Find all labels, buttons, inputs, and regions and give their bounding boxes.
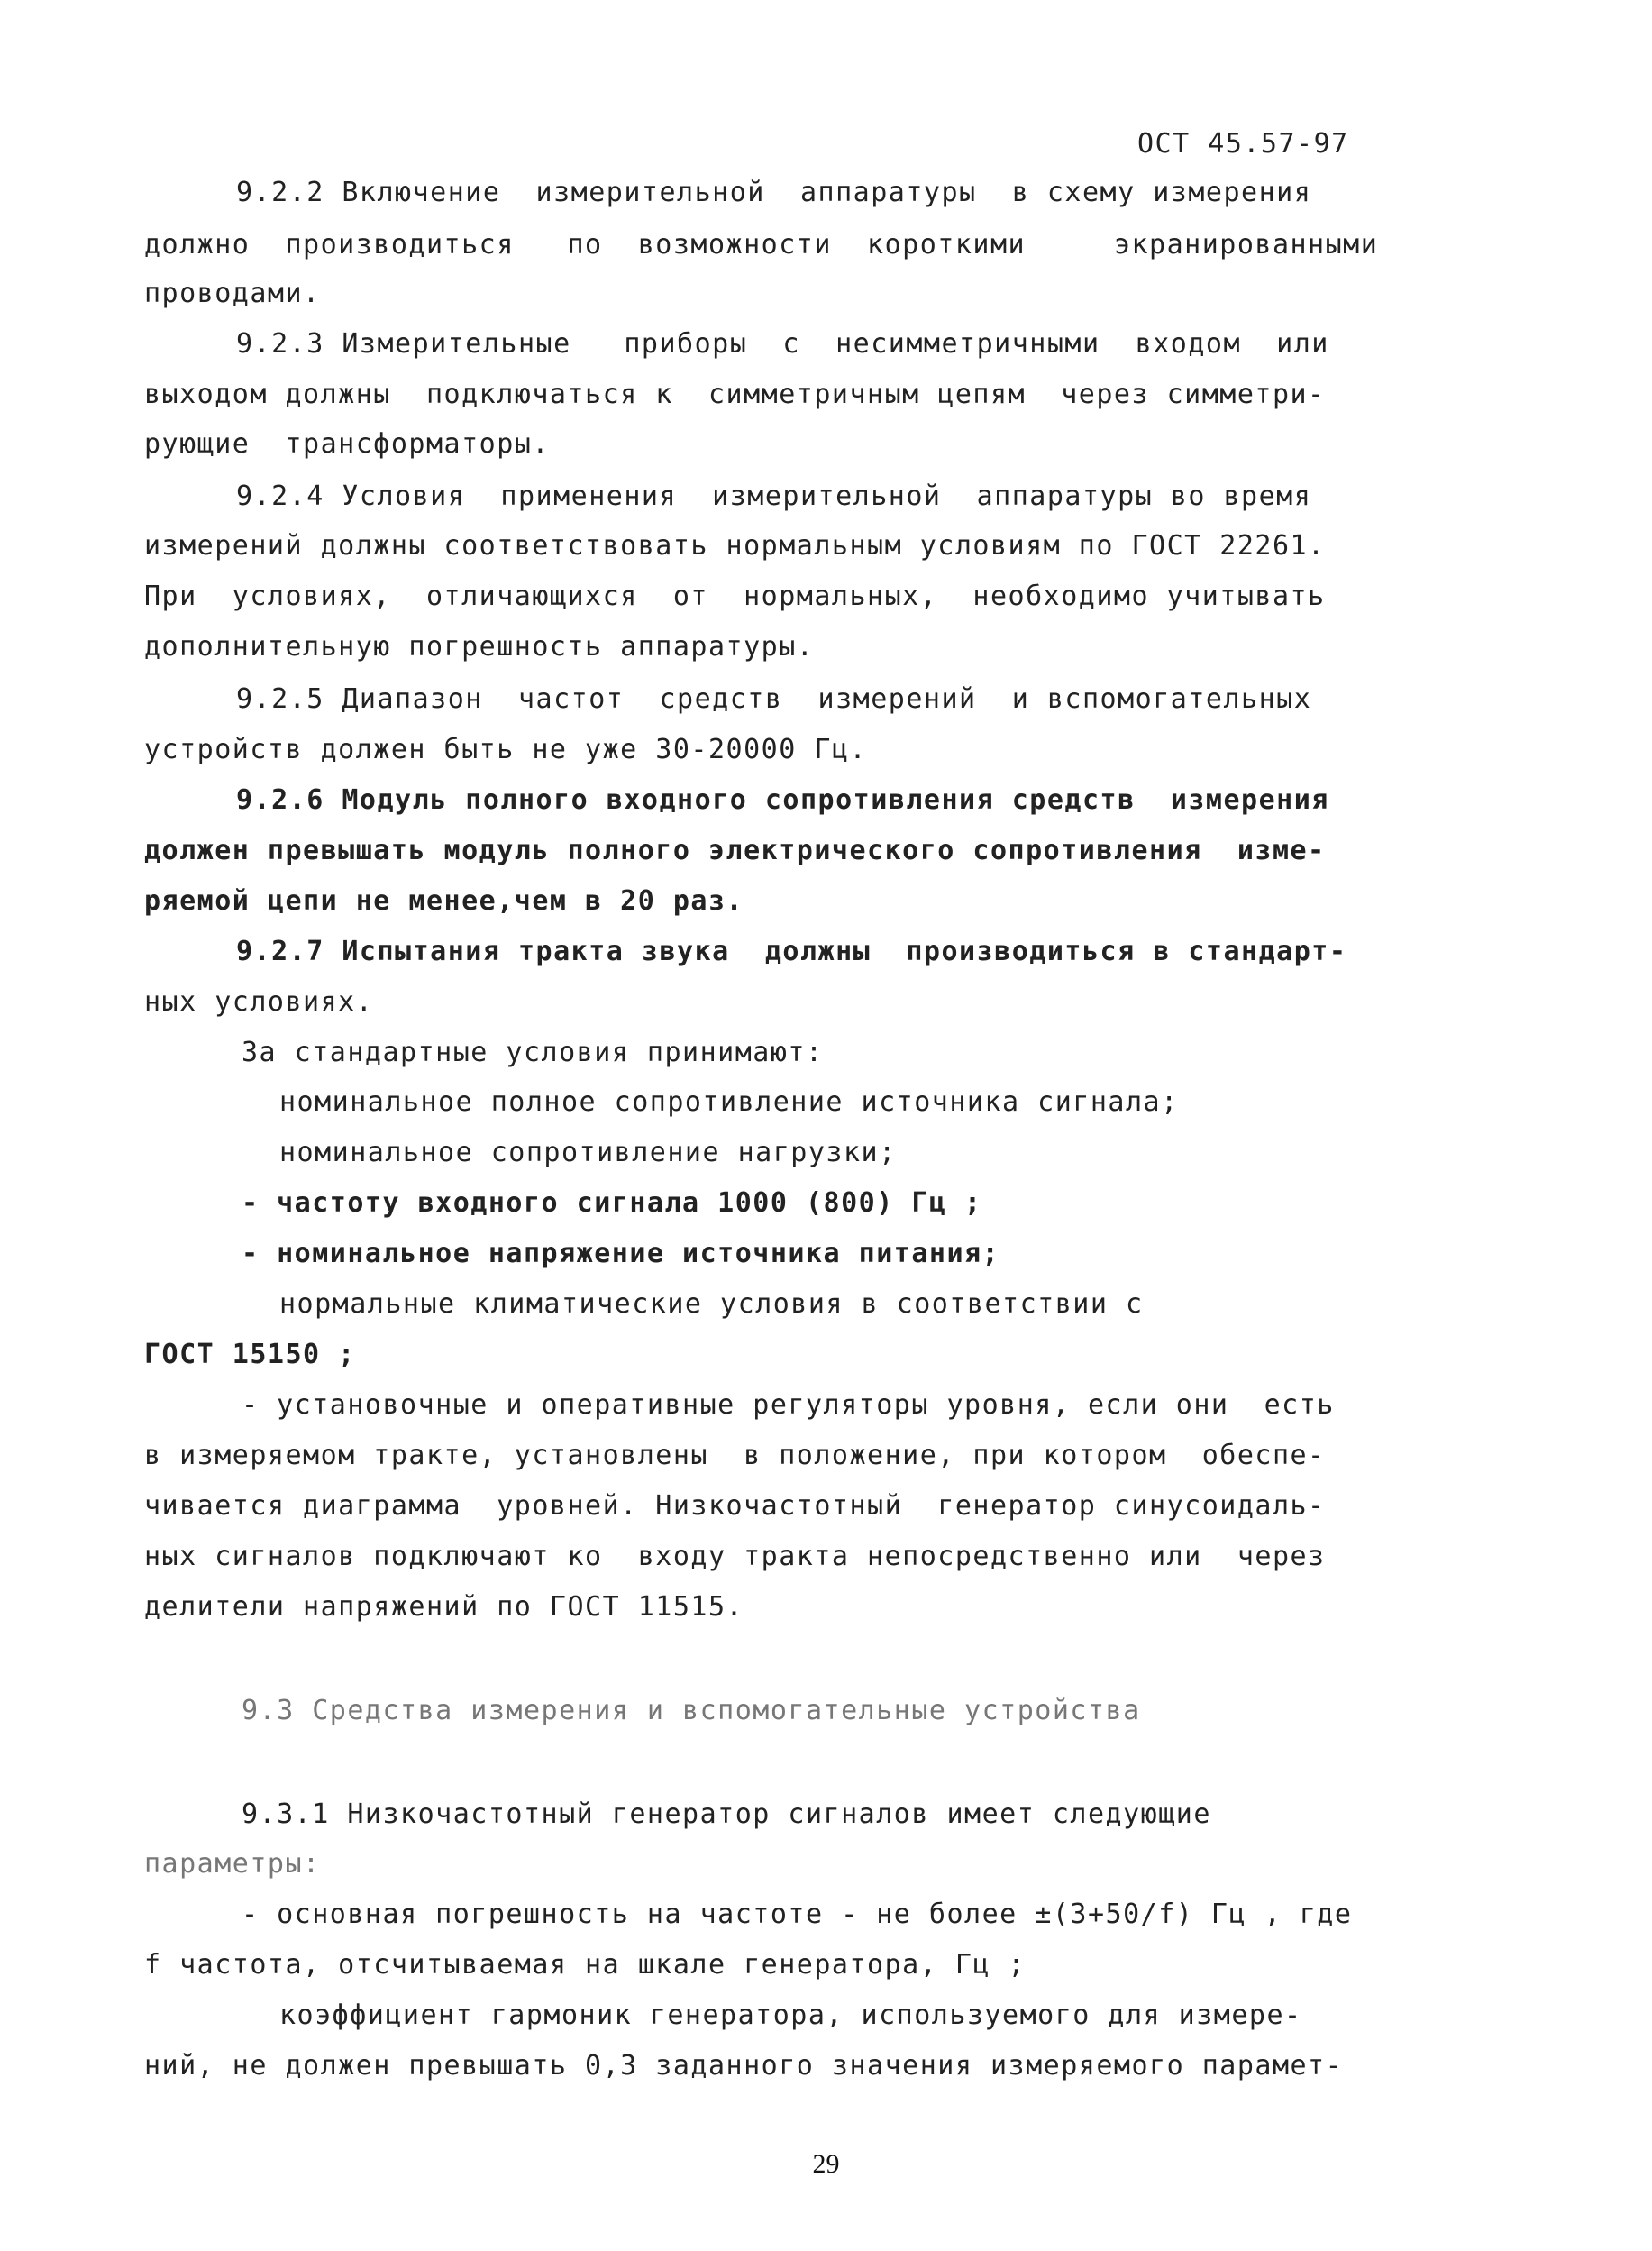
- text-line: измерений должны соответствовать нормальным условиям по ГОСТ 22261.: [144, 530, 1326, 562]
- text-line: За стандартные условия принимают:: [242, 1037, 824, 1068]
- list-item: - номинальное напряжение источника питания;: [242, 1238, 1000, 1269]
- document-code-header: ОСТ 45.57-97: [1137, 128, 1349, 160]
- list-item: нормальные климатические условия в соответствии с: [279, 1288, 1144, 1320]
- text-line: f частота, отсчитываемая на шкале генератора, Гц ;: [144, 1949, 1027, 1981]
- text-line: ных условиях.: [144, 986, 374, 1018]
- text-line: параметры:: [144, 1848, 321, 1880]
- text-line: в измеряемом тракте, установлены в положение, при котором обеспе-: [144, 1440, 1326, 1471]
- list-item: - основная погрешность на частоте - не более ±(3+50/f) Гц , где: [242, 1899, 1353, 1930]
- text-line: 9.2.6 Модуль полного входного сопротивления средств измерения: [236, 784, 1329, 816]
- text-line: 9.2.4 Условия применения измерительной аппаратуры во время: [236, 480, 1312, 512]
- text-line: дополнительную погрешность аппаратуры.: [144, 631, 815, 663]
- text-line: 9.2.5 Диапазон частот средств измерений и вспомогательных: [236, 683, 1312, 715]
- text-line: устройств должен быть не уже 30-20000 Гц.: [144, 734, 868, 765]
- text-line: делители напряжений по ГОСТ 11515.: [144, 1591, 744, 1623]
- text-line: чивается диаграмма уровней. Низкочастотный генератор синусоидаль-: [144, 1490, 1326, 1522]
- text-line: рующие трансформаторы.: [144, 428, 550, 460]
- text-line: должен превышать модуль полного электрического сопротивления изме-: [144, 835, 1326, 866]
- text-line: ний, не должен превышать 0,3 заданного значения измеряемого парамет-: [144, 2050, 1344, 2082]
- text-line: При условиях, отличающихся от нормальных, необходимо учитывать: [144, 581, 1326, 612]
- text-line: 9.3.1 Низкочастотный генератор сигналов имеет следующие: [242, 1798, 1211, 1830]
- list-item: коэффициент гармоник генератора, используемого для измере-: [279, 1999, 1302, 2031]
- text-line: 9.2.3 Измерительные приборы с несимметричными входом или: [236, 328, 1329, 360]
- section-heading: 9.3 Средства измерения и вспомогательные устройства: [242, 1695, 1141, 1726]
- text-line: ных сигналов подключают ко входу тракта непосредственно или через: [144, 1541, 1326, 1572]
- list-item: - частоту входного сигнала 1000 (800) Гц ;: [242, 1187, 982, 1219]
- text-line: ряемой цепи не менее,чем в 20 раз.: [144, 885, 744, 917]
- text-line: 9.2.2 Включение измерительной аппаратуры в схему измерения: [236, 177, 1312, 208]
- text-line: проводами.: [144, 278, 321, 309]
- list-item: номинальное сопротивление нагрузки;: [279, 1137, 897, 1168]
- text-line: 9.2.7 Испытания тракта звука должны производиться в стандарт-: [236, 936, 1347, 967]
- list-item: - установочные и оперативные регуляторы уровня, если они есть: [242, 1389, 1335, 1421]
- text-line: ГОСТ 15150 ;: [144, 1339, 356, 1370]
- list-item: номинальное полное сопротивление источника сигнала;: [279, 1086, 1179, 1118]
- text-line: выходом должны подключаться к симметричным цепям через симметри-: [144, 379, 1326, 410]
- text-line: должно производиться по возможности короткими экранированными: [144, 229, 1379, 261]
- page-number: 29: [812, 2149, 840, 2179]
